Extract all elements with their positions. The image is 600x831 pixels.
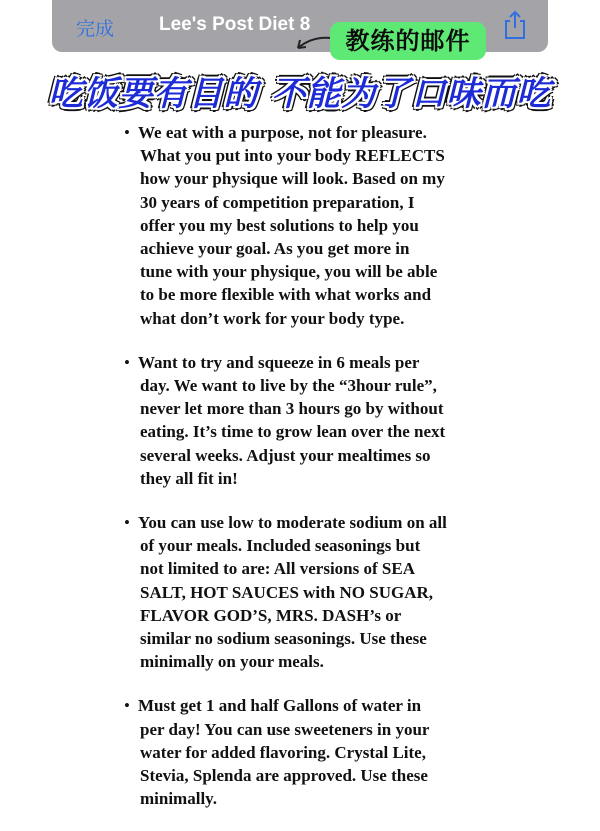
text-line: You can use low to moderate sodium on all [138, 513, 447, 533]
document-title: Lee's Post Diet 8 [159, 14, 311, 35]
text-line: water for added flavoring. Crystal Lite, [140, 742, 426, 762]
bullet-item-4 [124, 694, 504, 810]
text-line: FLAVOR GOD’S, MRS. DASH’s or [140, 605, 402, 625]
text-line: what don’t work for your body type. [140, 308, 405, 328]
text-line: minimally on your meals. [140, 652, 324, 672]
text-line: minimally. [140, 789, 217, 809]
text-line: how your physique will look. Based on my [140, 169, 445, 189]
bullet-dot: • [124, 123, 130, 142]
text-line: Want to try and squeeze in 6 meals per [138, 352, 420, 372]
text-line: We eat with a purpose, not for pleasure. [138, 123, 427, 142]
text-line: eating. It’s time to grow lean over the next [140, 422, 446, 442]
text-line: What you put into your body REFLECTS [140, 146, 445, 166]
text-line: never let more than 3 hours go by without [140, 399, 444, 419]
text-line: of your meals. Included seasonings but [140, 536, 421, 556]
text-line: Must get 1 and half Gallons of water in [138, 696, 422, 716]
text-line: they all fit in! [140, 468, 238, 488]
text-line: offer you my best solutions to help you [140, 215, 419, 235]
text-line: per day! You can use sweeteners in your [140, 719, 430, 739]
text-line: achieve your goal. As you get more in [140, 239, 410, 259]
done-button[interactable]: 完成 [76, 18, 115, 40]
text-line: not limited to are: All versions of SEA [140, 559, 415, 579]
bullet-item-3 [124, 511, 504, 673]
text-line: SALT, HOT SAUCES with NO SUGAR, [140, 582, 434, 602]
text-line: several weeks. Adjust your mealtimes so [140, 445, 431, 465]
bullet-dot: • [124, 696, 130, 716]
text-line: to be more flexible with what works and [140, 285, 432, 305]
curved-arrow-icon [288, 32, 334, 54]
bullet-dot: • [124, 513, 130, 533]
document-body [124, 121, 504, 831]
text-line: similar no sodium seasonings. Use these [140, 629, 427, 649]
share-icon[interactable] [502, 10, 528, 40]
text-line: Stevia, Splenda are approved. Use these [140, 766, 428, 786]
text-line: 30 years of competition preparation, I [140, 192, 415, 212]
text-line: day. We want to live by the “3hour rule”, [140, 376, 437, 396]
bullet-dot: • [124, 352, 130, 372]
text-line: tune with your physique, you will be able [140, 262, 438, 282]
bullet-item-2 [124, 351, 504, 490]
headline-banner: 吃饭要有目的 不能为了口味而吃 [48, 74, 552, 114]
bullet-item-1 [124, 121, 504, 330]
sticker-label: 教练的邮件 [330, 22, 486, 60]
